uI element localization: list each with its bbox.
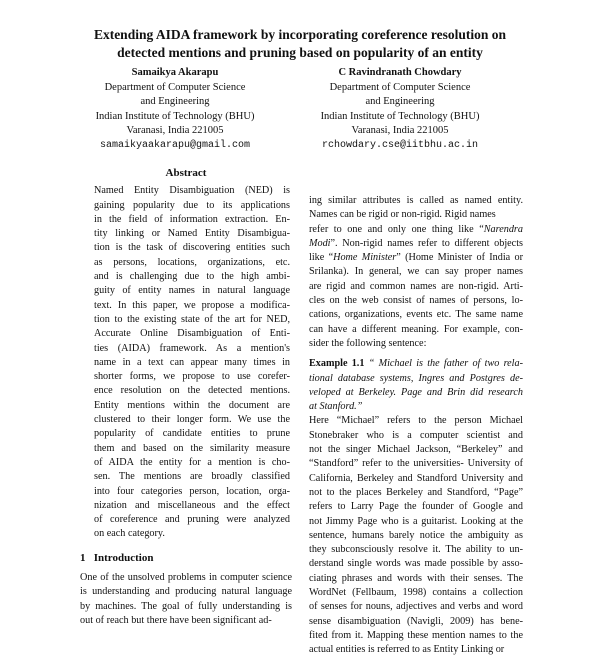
text-line: ence resolution on the detected mentions. [94, 385, 290, 397]
title-line-2: detected mentions and pruning based on popularity of an entity [117, 45, 483, 60]
text-line: tity linking or Named Entity Disambigua- [94, 228, 290, 240]
text-line: and is challenging due to the high ambi- [94, 271, 290, 283]
text-line: Example 1.1 “ Michael is the father of two rela- [309, 358, 523, 370]
paper-title [40, 26, 560, 62]
author-dept-cont: and Engineering [365, 96, 435, 107]
text-line: out of reach but there have been significant ad- [80, 614, 272, 626]
text-line: by machines. The goal of fully understanding is [80, 600, 292, 612]
text-line: derstand single words was made possible by asso- [309, 558, 523, 570]
text-line: sense disambiguation (Navigli, 2009) has bene- [309, 615, 523, 627]
title-line-1: Extending AIDA framework by incorporating coreference resolution on [93, 27, 507, 42]
text-line: Stonebraker who is a computer scientist and [309, 429, 523, 441]
author-dept: Department of Computer Science [329, 81, 471, 93]
text-line: WordNet (Fellbaum, 1998) contains a collection [309, 587, 523, 599]
author-name: Samaikya Akarapu [131, 67, 219, 78]
right-column [309, 194, 523, 658]
text-line: tion to the existing state of the art for NED, [94, 313, 290, 325]
text-line: as persons, locations, organizations, etc. [94, 256, 290, 268]
text-line: sen. The mentions are broadly classified [94, 471, 290, 483]
author-city: Varanasi, India 221005 [351, 125, 449, 136]
author-block-2 [300, 66, 500, 153]
text-line: Modi”. Non-rigid names refer to different objects [309, 237, 523, 249]
example-block [309, 357, 523, 414]
text-line: Names can be rigid or non-rigid. Rigid names [309, 209, 496, 221]
abstract-body [80, 184, 292, 541]
example-text [309, 372, 523, 415]
text-line: nization and miscellaneous and the effect [94, 499, 290, 511]
text-line: not to the places Berkeley and Standford, “Page” [309, 486, 523, 498]
text-line: refer to one and only one thing like “Narendra [309, 223, 523, 235]
right-paragraph-a [309, 194, 523, 223]
text-line: cations, organizations, events etc. The same name [309, 309, 523, 321]
section-title: Introduction [93, 551, 154, 564]
text-line: of senses for nouns, adjectives and verbs and word [309, 601, 523, 613]
text-line: One of the unsolved problems in computer science [80, 572, 292, 584]
text-line: Here “Michael” refers to the person Michael [309, 415, 523, 427]
left-column [80, 166, 292, 628]
abstract-heading: Abstract [165, 167, 207, 179]
text-line: California, Berkeley and Standford University and [309, 472, 523, 484]
text-line: of coreference and pruning were analyzed [94, 514, 290, 526]
text-line: sider the following sentence: [309, 337, 427, 349]
author-dept: Department of Computer Science [104, 81, 246, 93]
text-line: clustered to their longer form. We use the [94, 414, 290, 426]
text-line: are rigid and common names are non-rigid. Arti- [309, 280, 523, 292]
text-line: gaining popularity due to its applications [94, 199, 290, 211]
text-line: ties (AIDA) framework. As a mention's [94, 342, 290, 354]
text-line: refers to Larry Page the founder of Google and [309, 501, 523, 513]
text-line: veloped at Berkeley. Page and Brin did research [309, 386, 523, 398]
text-line: into four categories person, location, orga- [94, 485, 290, 497]
text-line: sentence, humans barely notice the ambiguity as [309, 529, 523, 541]
text-line: not the singer Michael Jackson, “Berkeley” and [309, 444, 523, 456]
author-block-1 [80, 66, 270, 153]
text-line: them and based on the similarity measure [94, 442, 290, 454]
text-line: text. In this paper, we propose a modifica- [94, 299, 290, 311]
text-line: not Jimmy Page who is a guitarist. Looking at the [309, 515, 523, 527]
text-line: can have a different meaning. For example, con- [309, 323, 523, 335]
section-number: 1 [80, 551, 86, 564]
text-line: popularity of candidate entities to prune [94, 428, 290, 440]
text-line: on each category. [94, 528, 165, 540]
text-line: guity of entity names in natural language [94, 285, 290, 297]
author-city: Varanasi, India 221005 [126, 125, 224, 136]
author-institution: Indian Institute of Technology (BHU) [95, 110, 255, 122]
text-line: Srilanka). In general, we can say proper names [309, 266, 523, 278]
text-line: Entity mentions within the document are [94, 399, 290, 411]
text-line: tion is the task of discovering entities such [94, 242, 290, 254]
text-line: name in a text can appear many times in [94, 356, 290, 368]
text-line: at Stanford.” [309, 401, 363, 413]
text-line: ciating phrases and words with their senses. The [309, 572, 523, 584]
author-name: C Ravindranath Chowdary [338, 67, 462, 78]
text-line: is understanding and producing natural language [80, 586, 292, 598]
text-line: they subconsciously resolve it. The ability to un- [309, 544, 523, 556]
text-line: fited from it. Mapping these mention names to the [309, 629, 523, 641]
text-line: tional database systems, Ingres and Postgres de- [309, 372, 523, 384]
example-label: Example 1.1 [309, 358, 365, 370]
text-line: of AIDA the entity for a mention is cho- [94, 456, 290, 468]
text-line: in the field of information extraction. En- [94, 213, 290, 225]
text-line: like “Home Minister” (Home Minister of India or [309, 252, 523, 264]
section-heading-introduction [80, 551, 292, 565]
right-paragraph-c [309, 414, 523, 657]
text-line: Named Entity Disambiguation (NED) is [94, 185, 290, 197]
right-paragraph-b [309, 265, 523, 351]
author-institution: Indian Institute of Technology (BHU) [320, 110, 480, 122]
text-line: ing similar attributes is called as named entity. [309, 195, 523, 206]
text-line: actual entities is referred to as Entity Linking or [309, 644, 505, 656]
author-dept-cont: and Engineering [140, 96, 210, 107]
text-line: shorter forms, we propose to use corefer- [94, 371, 290, 383]
text-line: Accurate Online Disambiguation of Enti- [94, 328, 290, 340]
author-email: samaikyaakarapu@gmail.com [99, 139, 251, 151]
text-line: “Standford” refer to the universities- University of [309, 458, 523, 470]
author-email: rchowdary.cse@iitbhu.ac.in [321, 139, 479, 151]
text-line: cles on the web consist of names of persons, lo- [309, 295, 523, 307]
